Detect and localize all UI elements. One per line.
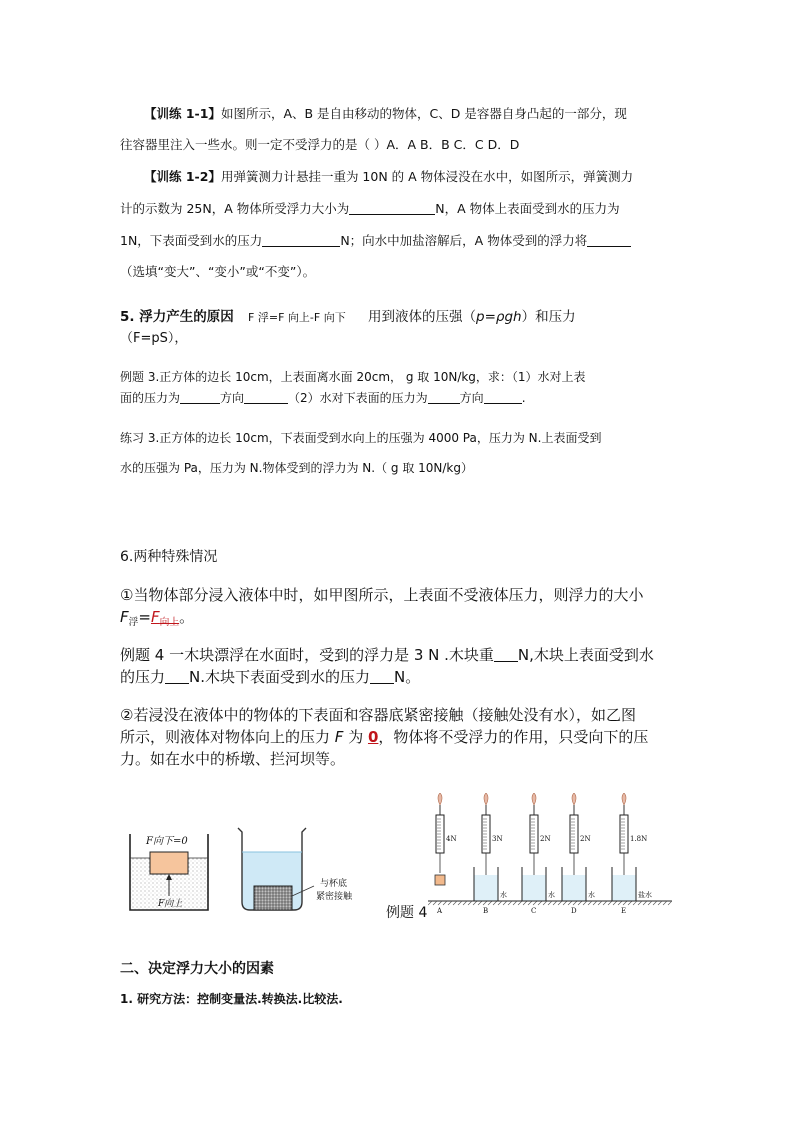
ground-hatch: [468, 901, 472, 905]
liquid-label: 水: [500, 891, 507, 899]
position-letter: D: [571, 907, 577, 915]
case2-text-c: ，物体将不受浮力的作用，只受向下的压: [378, 728, 649, 746]
holder-top-icon: [622, 793, 626, 805]
ground-hatch: [453, 901, 457, 905]
section2-title-text: 二、决定浮力大小的因素: [120, 961, 274, 977]
answer-blank: [165, 668, 189, 684]
position-letter: C: [531, 907, 537, 915]
figure-partial-immersion: [128, 830, 210, 914]
training-1-2-line3: [120, 231, 631, 249]
beaker-liquid: [474, 875, 498, 901]
case1-line2: [120, 606, 194, 628]
case2-f: F: [334, 728, 344, 746]
training-1-2-text3b: N；向水中加盐溶解后，A 物体受到的浮力将: [340, 233, 588, 248]
holder-top-icon: [438, 793, 442, 805]
ground-hatch: [528, 901, 532, 905]
ground-hatch: [473, 901, 477, 905]
training-1-2-text1: 用弹簧测力计悬挂一重为 10N 的 A 物体浸没在水中，如图所示，弹簧测力: [220, 169, 634, 184]
ground-hatch: [593, 901, 597, 905]
example3-text-d: 方向: [459, 391, 484, 405]
training-1-1-line1: [144, 104, 627, 122]
ground-hatch: [648, 901, 652, 905]
ground-hatch: [653, 901, 657, 905]
example4-text-e: N。: [394, 668, 421, 686]
liquid-label: 水: [548, 891, 555, 899]
ground-hatch: [563, 901, 567, 905]
figure-caption: 例题 4: [386, 905, 428, 921]
answer-blank: [349, 202, 435, 216]
case2-zero: 0: [367, 728, 379, 746]
case1-end: 。: [179, 608, 195, 626]
ground-hatch: [658, 901, 662, 905]
answer-blank: [244, 391, 288, 404]
ground-hatch: [558, 901, 562, 905]
practice3-line2: 水的压强为 Pa，压力为 N.物体受到的浮力为 N.（ g 取 10N/kg）: [120, 461, 473, 475]
ground-hatch: [668, 901, 672, 905]
ground-hatch: [628, 901, 632, 905]
ground-hatch: [553, 901, 557, 905]
ground-hatch: [568, 901, 572, 905]
case1-f: F: [120, 608, 129, 626]
example4-text-b: N,木块上表面受到水: [517, 646, 654, 664]
case1-fr-wrap: [151, 608, 179, 626]
ground-hatch: [618, 901, 622, 905]
ground-hatch: [538, 901, 542, 905]
case1-eq: =: [138, 608, 151, 626]
position-letter: B: [483, 907, 489, 915]
ground-hatch: [483, 901, 487, 905]
section5-line1: [120, 305, 576, 325]
figure-spring-scale-experiment: [428, 793, 672, 921]
ground-hatch: [578, 901, 582, 905]
training-1-2-line4: （选填“变大”、“变小”或“不变”）。: [120, 264, 316, 279]
case1-fr: F: [150, 608, 160, 626]
example4-line1: [120, 644, 654, 665]
ground-hatch: [488, 901, 492, 905]
ground-hatch: [438, 901, 442, 905]
ground-hatch: [608, 901, 612, 905]
ground-hatch: [583, 901, 587, 905]
section5-pgh: p=ρgh: [476, 309, 522, 325]
ground-hatch: [458, 901, 462, 905]
spring-scale-diagram: [428, 793, 672, 921]
case1-line1: ①当物体部分浸入液体中时，如甲图所示，上表面不受液体压力，则浮力的大小: [120, 586, 644, 604]
section5-line2: （F=pS），: [120, 331, 188, 346]
beaker-liquid: [562, 875, 586, 901]
training-1-2-text2a: 计的示数为 25N，A 物体所受浮力大小为: [120, 201, 350, 216]
position-letter: E: [621, 907, 627, 915]
block: [435, 875, 445, 885]
fig2-label-2: 紧密接触: [316, 892, 353, 902]
ground-hatch: [548, 901, 552, 905]
answer-blank: [484, 391, 522, 404]
beaker-diagram-2: [236, 826, 376, 916]
case2-line1: ②若浸没在液体中的物体的下表面和容器底紧密接触（接触处没有水），如乙图: [120, 706, 636, 724]
fig2-label-1: 与杯底: [320, 879, 348, 889]
practice3-line1: 练习 3.正方体的边长 10cm，下表面受到水向上的压强为 4000 Pa，压力为 N.上表面受到: [120, 431, 602, 445]
section5-title: 5. 浮力产生的原因: [120, 309, 234, 325]
case2-text-a: 所示，则液体对物体向上的压力: [120, 728, 335, 746]
ground-hatch: [508, 901, 512, 905]
ground-hatch: [603, 901, 607, 905]
ground-hatch: [638, 901, 642, 905]
section5-rest2: ）和压力: [521, 309, 576, 325]
figure-bottom-contact: [236, 826, 376, 916]
example4-text-c: 的压力: [120, 668, 166, 686]
example3-text-e: .: [521, 391, 526, 405]
beaker-liquid: [612, 875, 636, 901]
ground-hatch: [588, 901, 592, 905]
answer-blank: [262, 234, 340, 248]
ground-hatch: [533, 901, 537, 905]
section2-title: [120, 958, 274, 978]
scale-reading: 4N: [446, 835, 457, 843]
example4-text-a: 例题 4 一木块漂浮在水面时，受到的浮力是 3 N .木块重: [120, 646, 494, 664]
ground-hatch: [543, 901, 547, 905]
liquid-label: 盐水: [638, 891, 652, 899]
answer-blank: [428, 391, 460, 404]
case1-frsub: 向上: [159, 616, 180, 628]
ground-hatch: [573, 901, 577, 905]
example3-line2: [120, 389, 526, 406]
scale-reading: 1.8N: [630, 835, 648, 843]
case2-line2: [120, 726, 648, 747]
ground-hatch: [643, 901, 647, 905]
answer-blank: [494, 646, 518, 662]
holder-top-icon: [532, 793, 536, 805]
ground-hatch: [633, 901, 637, 905]
training-1-2-text3a: 1N，下表面受到水的压力: [120, 233, 263, 248]
ground-hatch: [613, 901, 617, 905]
ground-hatch: [623, 901, 627, 905]
ground-hatch: [443, 901, 447, 905]
training-1-2-text2b: N，A 物体上表面受到水的压力为: [435, 201, 620, 216]
scale-reading: 2N: [580, 835, 591, 843]
liquid-label: 水: [588, 891, 595, 899]
ground-hatch: [433, 901, 437, 905]
case2-line3: 力。如在水中的桥墩、拦河坝等。: [120, 750, 346, 768]
training-1-1-line2: 往容器里注入一些水。则一定不受浮力的是（ ）A．A B．B C．C D．D: [120, 137, 520, 152]
ground-hatch: [598, 901, 602, 905]
ground-hatch: [448, 901, 452, 905]
example3-text-c: （2）水对下表面的压力为: [288, 391, 428, 405]
training-1-2-line2: [120, 199, 620, 217]
ground-hatch: [498, 901, 502, 905]
section6-title: 6.两种特殊情况: [120, 549, 218, 565]
case2-text-b: 为: [343, 728, 368, 746]
ground-hatch: [513, 901, 517, 905]
training-1-2-line1: [144, 167, 633, 185]
example3-text-a: 面的压力为: [120, 391, 181, 405]
ground-hatch: [503, 901, 507, 905]
position-letter: A: [437, 907, 443, 915]
ground-hatch: [478, 901, 482, 905]
fig1-bottom-label: F向上: [158, 899, 183, 909]
ground-hatch: [463, 901, 467, 905]
section5-formula: F 浮=F 向上-F 向下: [248, 311, 346, 324]
ground-hatch: [518, 901, 522, 905]
ground-hatch: [523, 901, 527, 905]
answer-blank: [180, 391, 220, 404]
section5-rest: 用到液体的压强（: [368, 309, 476, 325]
ground-hatch: [428, 901, 432, 905]
example4-line2: [120, 666, 420, 687]
answer-blank: [370, 668, 394, 684]
holder-top-icon: [484, 793, 488, 805]
training-1-1-tag: 【训练 1-1】: [144, 106, 221, 121]
holder-top-icon: [572, 793, 576, 805]
scale-reading: 3N: [492, 835, 503, 843]
beaker-liquid: [522, 875, 546, 901]
answer-blank: [587, 234, 631, 248]
example3-line1: 例题 3.正方体的边长 10cm，上表面离水面 20cm， g 取 10N/kg，求：（1）水对上表: [120, 370, 586, 384]
section2-item1: [120, 990, 343, 1007]
ground-hatch: [493, 901, 497, 905]
section2-item1-text: 1. 研究方法：控制变量法.转换法.比较法.: [120, 992, 343, 1006]
example4-text-d: N.木块下表面受到水的压力: [189, 668, 371, 686]
ground-hatch: [663, 901, 667, 905]
fig1-top-label: F向下=0: [146, 836, 188, 847]
training-1-1-text1: 如图所示，A、B 是自由移动的物体，C、D 是容器自身凸起的一部分，现: [220, 106, 627, 121]
scale-reading: 2N: [540, 835, 551, 843]
example3-text-b: 方向: [220, 391, 245, 405]
case1-fsub: 浮: [128, 616, 139, 628]
training-1-2-tag: 【训练 1-2】: [144, 169, 221, 184]
